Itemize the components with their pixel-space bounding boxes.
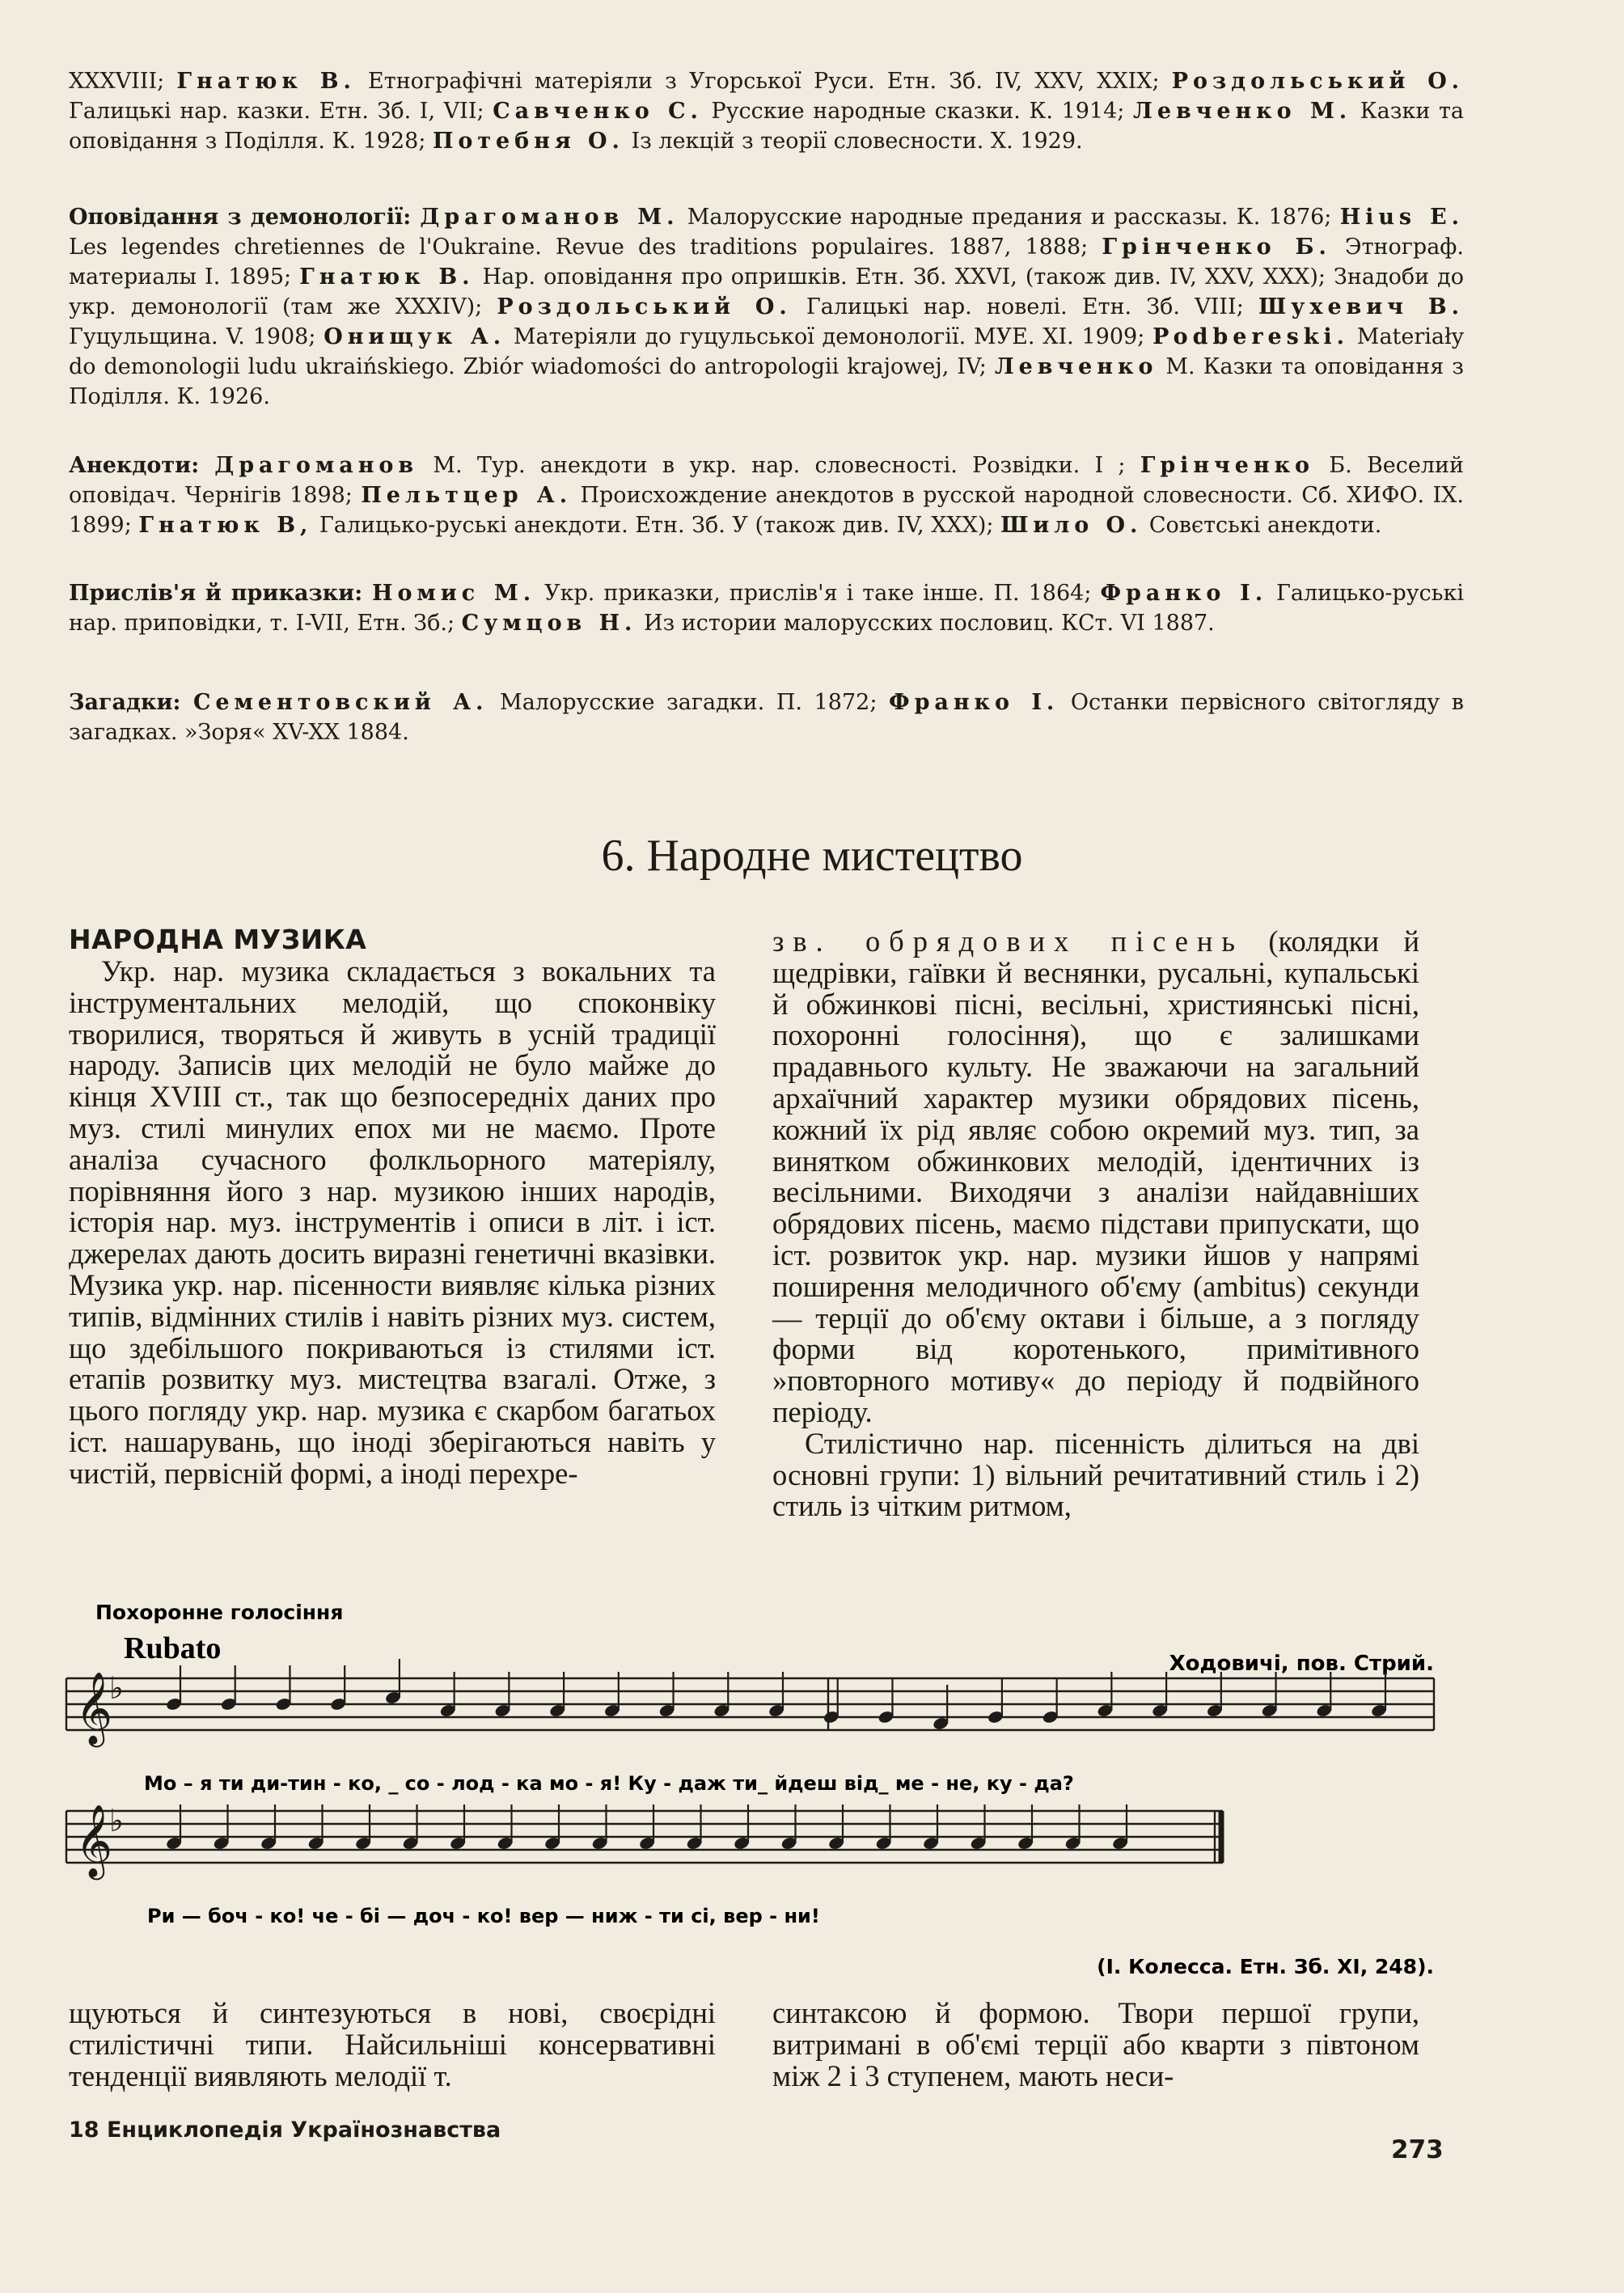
staff-1 [66, 1678, 1434, 1730]
music-source: (І. Колесса. Етн. Зб. XI, 248). [1097, 1955, 1434, 1978]
notes [165, 1659, 1387, 1851]
paragraph: щуються й синтезуються в нові, своєрідні стилістичні типи. Найсильніші консервативні тенденції виявляють мелодії т. [69, 1996, 716, 2092]
page-number: 273 [1391, 2135, 1444, 2164]
bibliography-folklore-tales: XXXVIII; Гнатюк В. Етнографічні матеріяли з Угорської Руси. Етн. Зб. IV, XXV, XXIX; Роздольський О. Галицькі нар. казки. Етн. Зб. I, VII; Савченко С. Русские народные сказки. К. 1914; Левченко М. Казки та оповідання з Поділля. К. 1928; Потебня О. Із лекцій з теорії словесности. Х. 1929. [69, 69, 1464, 154]
flat-sign-icon: ♭ [109, 1670, 124, 1706]
section-title: 6. Народне мистецтво [601, 831, 1023, 881]
tempo-marking: Rubato [124, 1631, 222, 1665]
paragraph: Укр. нар. музика складається з вокальних та інструментальних мелодій, що споконвіку творилися, творяться й живуть в усній традиції народу. Записів цих мелодій не було майже до кінця XVIII ст., так що безпосередніх даних про муз. стилі минулих епох ми не маємо. Проте аналіза сучасного фолкльорного матеріялу, порівняння його з нар. музикою інших народів, історія нар. муз. інструментів і описи в літ. і іст. джерелах дають досить виразні генетичні вказівки. Музика укр. нар. пісенности виявляє кілька різних типів, відмінних стилів і навіть різних муз. систем, що здебільшого покриваються із стилями іст. етапів розвитку муз. мистецтва взагалі. Отже, з цього погляду укр. нар. музика є скарбом багатьох іст. нашарувань, що іноді зберігаються навіть у чистій, первісній формі, а іноді перехре- [69, 954, 716, 1490]
bibliography-anecdotes: Анекдоти: Драгоманов М. Тур. анекдоти в укр. нар. словесності. Розвідки. I ; Грінченко Б. Веселий оповідач. Чернігів 1898; Пельтцер А. Происхождение анекдотов в русской народной словесности. Сб. ХИФО. IX. 1899; Гнатюк В, Галицько-руські анекдоти. Етн. Зб. У (також див. IV, XXX); Шило О. Совєтські анекдоти. [69, 453, 1465, 538]
paragraph: Стилістично нар. пісенність ділиться на дві основні групи: 1) вільний речитативний стиль і 2) стиль із чітким ритмом, [772, 1426, 1419, 1523]
right-column-bottom [772, 1998, 1419, 2092]
provenance-label: Ходовичі, пов. Стрий. [1169, 1652, 1434, 1676]
paragraph: синтаксою й формою. Твори першої групи, витримані в об'ємі терції або кварти з півтоном між 2 і 3 ступенем, мають неси- [772, 1996, 1419, 2092]
bibliography-demonology: Оповідання з демонології: Драгоманов М. Малорусские народные предания и рассказы. К. 1876; Hius E. Les legendes chretiennes de l'Oukraine. Revue des traditions populaires. 1887, 1888; Грінченко Б. Этнограф. материалы I. 1895; Гнатюк В. Нар. оповідання про опришків. Етн. Зб. XXVI, (також див. IV, XXV, XXX); Знадоби до укр. демонології (там же XXXIV); Роздольський О. Галицькі нар. новелі. Етн. Зб. VIII; Шухевич В. Гуцульщина. V. 1908; Онищук А. Матеріяли до гуцульської демонології. МУЕ. XI. 1909; Podbereski. Materiały do demonologii ludu ukraińskiego. Zbiór wiadomości do antropologii krajowej, IV; Левченко М. Казки та оповідання з Поділля. К. 1926. [69, 205, 1465, 409]
treble-clef-icon: 𝄞 [75, 1672, 113, 1745]
bibliography-riddles: Загадки: Сементовский А. Малорусские загадки. П. 1872; Франко I. Останки первісного світогляду в загадках. »Зоря« XV-XX 1884. [69, 690, 1464, 745]
staff-2 [66, 1811, 1223, 1863]
bibliography-proverbs: Прислів'я й приказки: Номис М. Укр. приказки, прислів'я і таке інше. П. 1864; Франко I. Галицько-руські нар. приповідки, т. I-VII, Етн. Зб.; Сумцов Н. Из истории малорусских пословиц. КСт. VI 1887. [69, 581, 1464, 636]
paragraph: зв. обрядових пісень (колядки й щедрівки, гаївки й веснянки, русальні, купальські й обжинкові пісні, весільні, християнські пісні, похоронні голосіння), що є залишками прадавнього культу. Не зважаючи на загальний архаїчний характер музики обрядових пісень, кожний їх рід являє собою окремий муз. тип, за винятком обжинкових мелодій, ідентичних із весільними. Виходячи з аналізи найдавніших обрядових пісень, маємо підстави припускати, що іст. розвиток укр. нар. музики йшов у напрямі поширення мелодичного об'єму (ambitus) секунди — терції до об'єму октави і більше, а з погляду форми від коротенького, примітивного »повторного мотиву« до періоду й подвійного періоду. [772, 924, 1419, 1428]
lyrics-line-1: Мо – я ти ди-тин - ко, _ со - лод - ка мо - я! Ку - даж ти_ йдеш від_ ме - не, ку - да? [144, 1772, 1074, 1795]
footer-signature: 18 Енциклопедія Українознавства [69, 2117, 501, 2143]
music-caption: Похоронне голосіння [95, 1601, 344, 1624]
flat-sign-icon: ♭ [109, 1803, 124, 1838]
left-column-bottom [69, 1998, 716, 2092]
subsection-heading: НАРОДНА МУЗИКА [69, 924, 367, 955]
treble-clef-icon: 𝄞 [75, 1804, 113, 1877]
lyrics-line-2: Ри — боч - ко! че - бі — доч - ко! вер — ниж - ти сі, вер - ни! [147, 1905, 820, 1927]
